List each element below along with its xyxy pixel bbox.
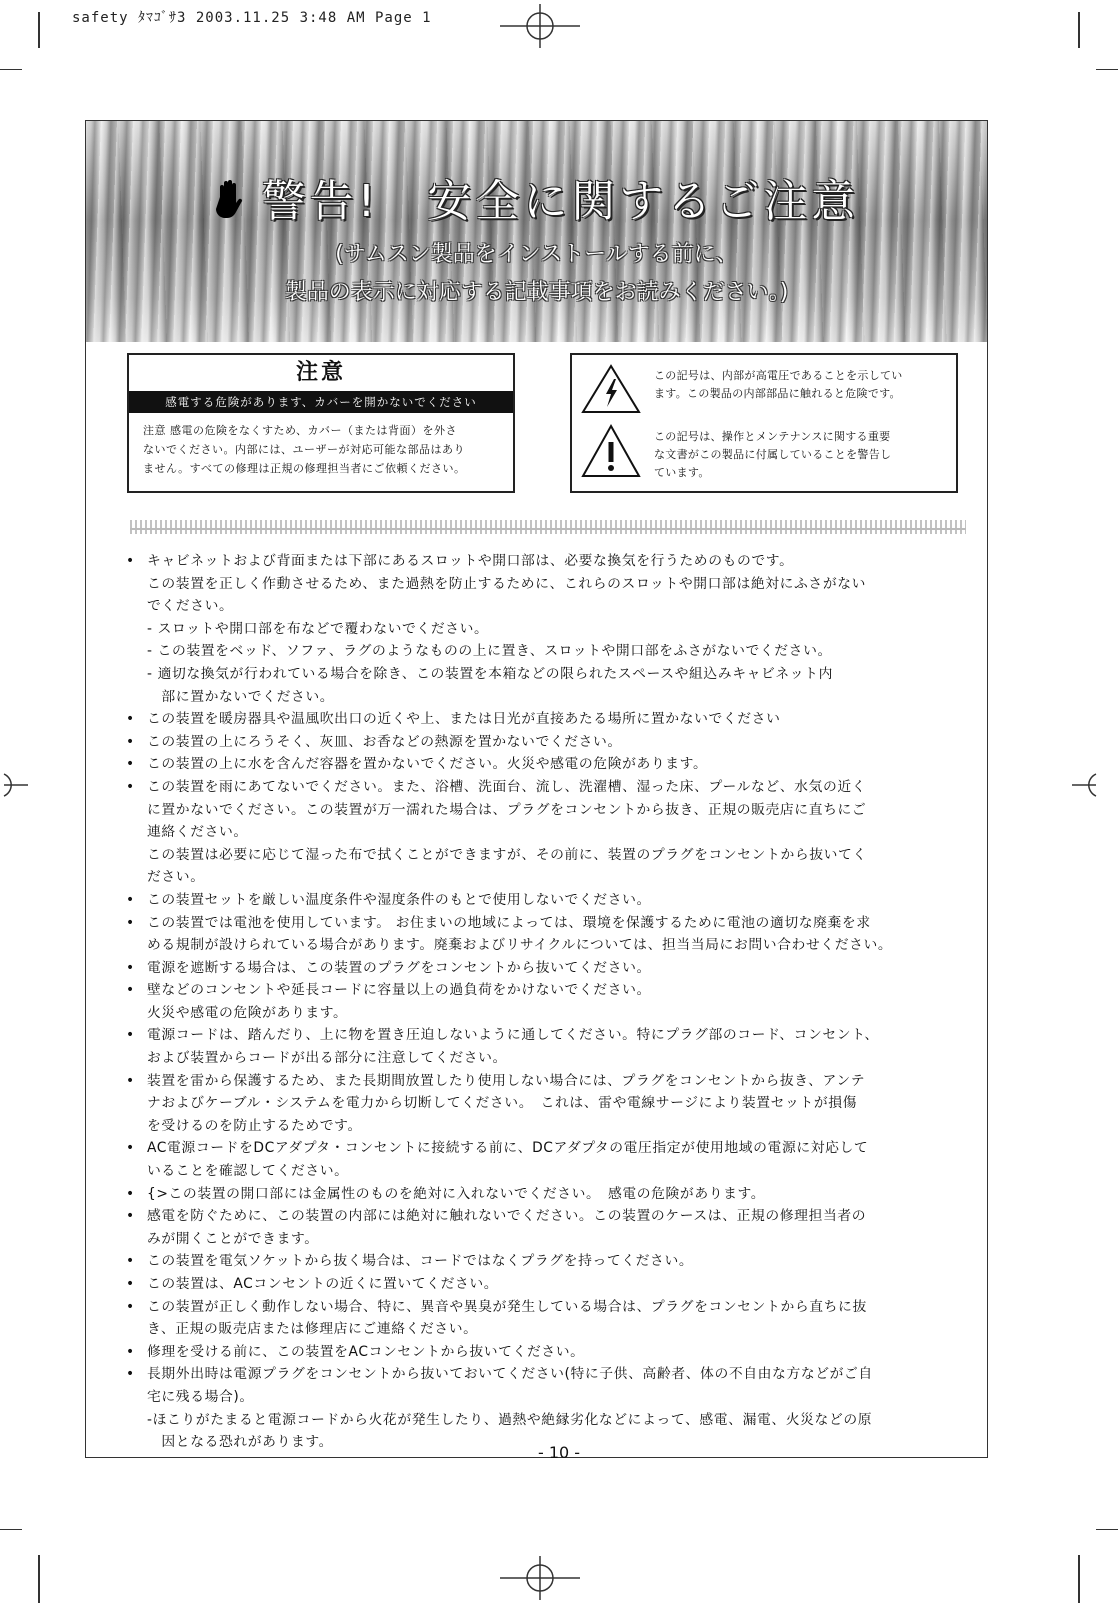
instruction-continuation [122, 663, 968, 708]
bullet-icon: • [126, 711, 135, 728]
instruction-continuation [122, 640, 968, 663]
instruction-line: 感電を防ぐために、この装置の内部には絶対に触れないでください。この装置のケースは、正規の修理担当者の [147, 1208, 867, 1225]
caution-bar: 感電する危険があります、カバーを開かないでください [129, 391, 513, 413]
lightning-warning-icon [580, 363, 642, 415]
caution-line: 注意 感電の危険をなくすため、カバー（または背面）を外さ [143, 424, 458, 437]
instruction-item [122, 708, 968, 731]
instruction-item [122, 1205, 968, 1250]
lightning-text-line: ます。この製品の内部部品に触れると危険です。 [654, 387, 901, 400]
caution-title: 注意 [295, 360, 346, 385]
instruction-line: 電源を遮断する場合は、この装置のプラグをコンセントから抜いてください。 [147, 959, 651, 976]
instruction-line: める規制が設けられている場合があります。廃棄およびリサイクルについては、担当当局にお問い合わせください。 [147, 937, 893, 954]
bullet-icon: • [126, 1343, 135, 1360]
instruction-line: AC電源コードをDCアダプタ・コンセントに接続する前に、DCアダプタの電圧指定が使用地域の電源に対応して [147, 1140, 869, 1157]
registration-mark-bottom [500, 1556, 580, 1600]
instruction-line: に置かないでください。この装置が万一濡れた場合は、プラグをコンセントから抜き、正規の販売店に直ちにご [147, 801, 867, 818]
instruction-item [122, 1070, 968, 1138]
bullet-icon: • [126, 1072, 135, 1089]
bullet-icon: • [126, 756, 135, 773]
separator-line [130, 528, 966, 530]
exclamation-text-line: ています。 [654, 466, 710, 479]
instruction-line: 修理を受ける前に、この装置をACコンセントから抜いてください。 [147, 1343, 585, 1360]
instruction-line: 電源コードは、踏んだり、上に物を置き圧迫しないように通してください。特にプラグ部のコード、コンセント、 [147, 1027, 879, 1044]
crop-mark [38, 1555, 40, 1603]
registration-mark-right [1070, 770, 1100, 800]
instruction-item [122, 957, 968, 980]
caution-line: ません。すべての修理は正規の修理担当者にご依頼ください。 [143, 462, 466, 475]
instruction-item [122, 912, 968, 957]
instruction-item [122, 753, 968, 776]
instruction-line: この装置は必要に応じて湿った布で拭くことができますが、その前に、装置のプラグをコンセントから抜いてく [147, 846, 867, 863]
banner-subtitle-1: (サムスン製品をインストールする前に、 [335, 242, 738, 267]
instruction-item [122, 1363, 968, 1408]
instruction-line: この装置の上にろうそく、灰皿、お香などの熱源を置かないでください。 [147, 733, 622, 750]
instruction-line: いることを確認してください。 [147, 1163, 349, 1180]
instruction-line: この装置の上に水を含んだ容器を置かないでください。火災や感電の危険があります。 [147, 756, 708, 773]
banner-title-text: 警告! 安全に関するご注意 [261, 176, 860, 227]
instruction-item [122, 1250, 968, 1273]
registration-mark-top [500, 4, 580, 48]
instruction-line: でください。 [147, 598, 234, 615]
instruction-line: 部に置かないでください。 [147, 688, 335, 705]
instruction-line: この装置を雨にあてないでください。また、浴槽、洗面台、流し、洗濯槽、湿った床、プールなど、水気の近く [147, 778, 867, 795]
instruction-line: この装置では電池を使用しています。 お住まいの地域によっては、環境を保護するために電池の適切な廃棄を求 [147, 914, 871, 931]
bullet-icon: • [126, 1208, 135, 1225]
instruction-line: {>この装置の開口部には金属性のものを絶対に入れないでください。 感電の危険があります。 [147, 1185, 766, 1202]
instruction-item [122, 1296, 968, 1341]
instruction-line: みが開くことができます。 [147, 1230, 319, 1247]
instruction-item [122, 1183, 968, 1206]
bullet-icon: • [126, 1140, 135, 1157]
bullet-icon: • [126, 1027, 135, 1044]
lightning-text [654, 367, 950, 403]
instruction-line: この装置を電気ソケットから抜く場合は、コードではなくプラグを持ってください。 [147, 1253, 694, 1270]
bullet-icon: • [126, 778, 135, 795]
crop-mark [0, 69, 22, 70]
instruction-line: ナおよびケーブル・システムを電力から切断してください。 これは、雷や電線サージにより装置セットが損傷 [147, 1095, 858, 1112]
bullet-icon: • [126, 914, 135, 931]
lightning-symbol-row [572, 361, 956, 417]
bullet-icon: • [126, 553, 135, 569]
instruction-line: -ほこりがたまると電源コードから火花が発生したり、過熱や絶縁劣化などによって、感電、漏電、火災などの原 [147, 1411, 873, 1428]
instruction-line: および装置からコードが出る部分に注意してください。 [147, 1050, 507, 1067]
caution-line: ないでください。内部には、ユーザーが対応可能な部品はあり [143, 443, 465, 456]
bullet-icon: • [126, 1253, 135, 1270]
exclamation-text-line: この記号は、操作とメンテナンスに関する重要 [654, 430, 891, 443]
crop-mark [1096, 69, 1118, 70]
instruction-line: ださい。 [147, 869, 205, 886]
instruction-line: この装置を暖房器具や温風吹出口の近くや上、または日光が直接あたる場所に置かないでください [147, 711, 781, 728]
dotted-separator [130, 520, 966, 534]
instruction-line: 壁などのコンセントや延長コードに容量以上の過負荷をかけないでください。 [147, 982, 651, 999]
instruction-item [122, 979, 968, 1024]
instruction-item [122, 776, 968, 889]
instruction-line: 宅に残る場合)。 [147, 1388, 254, 1405]
crop-mark [1096, 1529, 1118, 1530]
instruction-item [122, 1024, 968, 1069]
bullet-icon: • [126, 1298, 135, 1315]
instruction-item [122, 1137, 968, 1182]
instruction-line: この装置が正しく動作しない場合、特に、異音や異臭が発生している場合は、プラグをコンセントから直ちに抜 [147, 1298, 867, 1315]
exclamation-warning-icon [580, 423, 642, 479]
instruction-item [122, 889, 968, 912]
lightning-text-line: この記号は、内部が高電圧であることを示してい [654, 369, 903, 382]
bullet-icon: • [126, 1276, 135, 1292]
safety-instructions [122, 550, 968, 1454]
instruction-line: この装置は、ACコンセントの近くに置いてください。 [147, 1276, 499, 1292]
exclamation-symbol-row [572, 421, 956, 485]
print-slug: safety ﾀﾏｺﾞｻ3 2003.11.25 3:48 AM Page 1 [72, 10, 432, 26]
instruction-line: - スロットや開口部を布などで覆わないでください。 [147, 620, 489, 637]
crop-mark [1078, 12, 1080, 48]
bullet-icon: • [126, 982, 135, 999]
banner-subtitle-2: 製品の表示に対応する記載事項をお読みください。) [284, 280, 789, 305]
instruction-continuation [122, 618, 968, 641]
caution-body [129, 413, 513, 478]
instruction-line: 火災や感電の危険があります。 [147, 1004, 348, 1021]
registration-mark-left [0, 770, 30, 800]
instruction-line: 長期外出時は電源プラグをコンセントから抜いておいてください(特に子供、高齢者、体の不自由な方などがご自 [147, 1366, 873, 1383]
bullet-icon: • [126, 733, 135, 750]
bullet-icon: • [126, 1185, 135, 1202]
symbol-box [570, 353, 958, 493]
exclamation-text-line: な文書がこの製品に付属していることを警告し [654, 448, 892, 461]
crop-mark [1078, 1555, 1080, 1603]
instruction-line: を受けるのを防止するためです。 [147, 1117, 362, 1134]
instruction-continuation [122, 573, 968, 618]
instruction-item [122, 1341, 968, 1364]
bullet-icon: • [126, 1366, 135, 1383]
instruction-item [122, 550, 968, 573]
instruction-line: この装置を正しく作動させるため、また過熱を防止するために、これらのスロットや開口部は絶対にふさがない [147, 575, 867, 592]
instruction-line: キャビネットおよび背面または下部にあるスロットや開口部は、必要な換気を行うためのものです。 [147, 553, 794, 569]
bullet-icon: • [126, 891, 135, 908]
instruction-line: き、正規の販売店または修理店にご連絡ください。 [147, 1321, 478, 1338]
instruction-line: - この装置をベッド、ソファ、ラグのようなものの上に置き、スロットや開口部をふさがないでください。 [147, 643, 832, 660]
crop-mark [38, 12, 40, 48]
instruction-line: - 適切な換気が行われている場合を除き、この装置を本箱などの限られたスペースや組込みキャビネット内 [147, 665, 833, 682]
instruction-line: 連絡ください。 [147, 824, 248, 841]
instruction-item [122, 731, 968, 754]
exclamation-text [654, 428, 950, 482]
instruction-line: この装置セットを厳しい温度条件や湿度条件のもとで使用しないでください。 [147, 891, 651, 908]
instruction-line: 装置を雷から保護するため、また長期間放置したり使用しない場合には、プラグをコンセントから抜き、アンテ [147, 1072, 866, 1089]
instruction-line: 因となる恐れがあります。 [147, 1434, 334, 1451]
instruction-item [122, 1273, 968, 1296]
caution-box [127, 353, 515, 493]
crop-mark [0, 1529, 22, 1530]
bullet-icon: • [126, 959, 135, 976]
page-number: - 10 - [537, 1443, 581, 1462]
